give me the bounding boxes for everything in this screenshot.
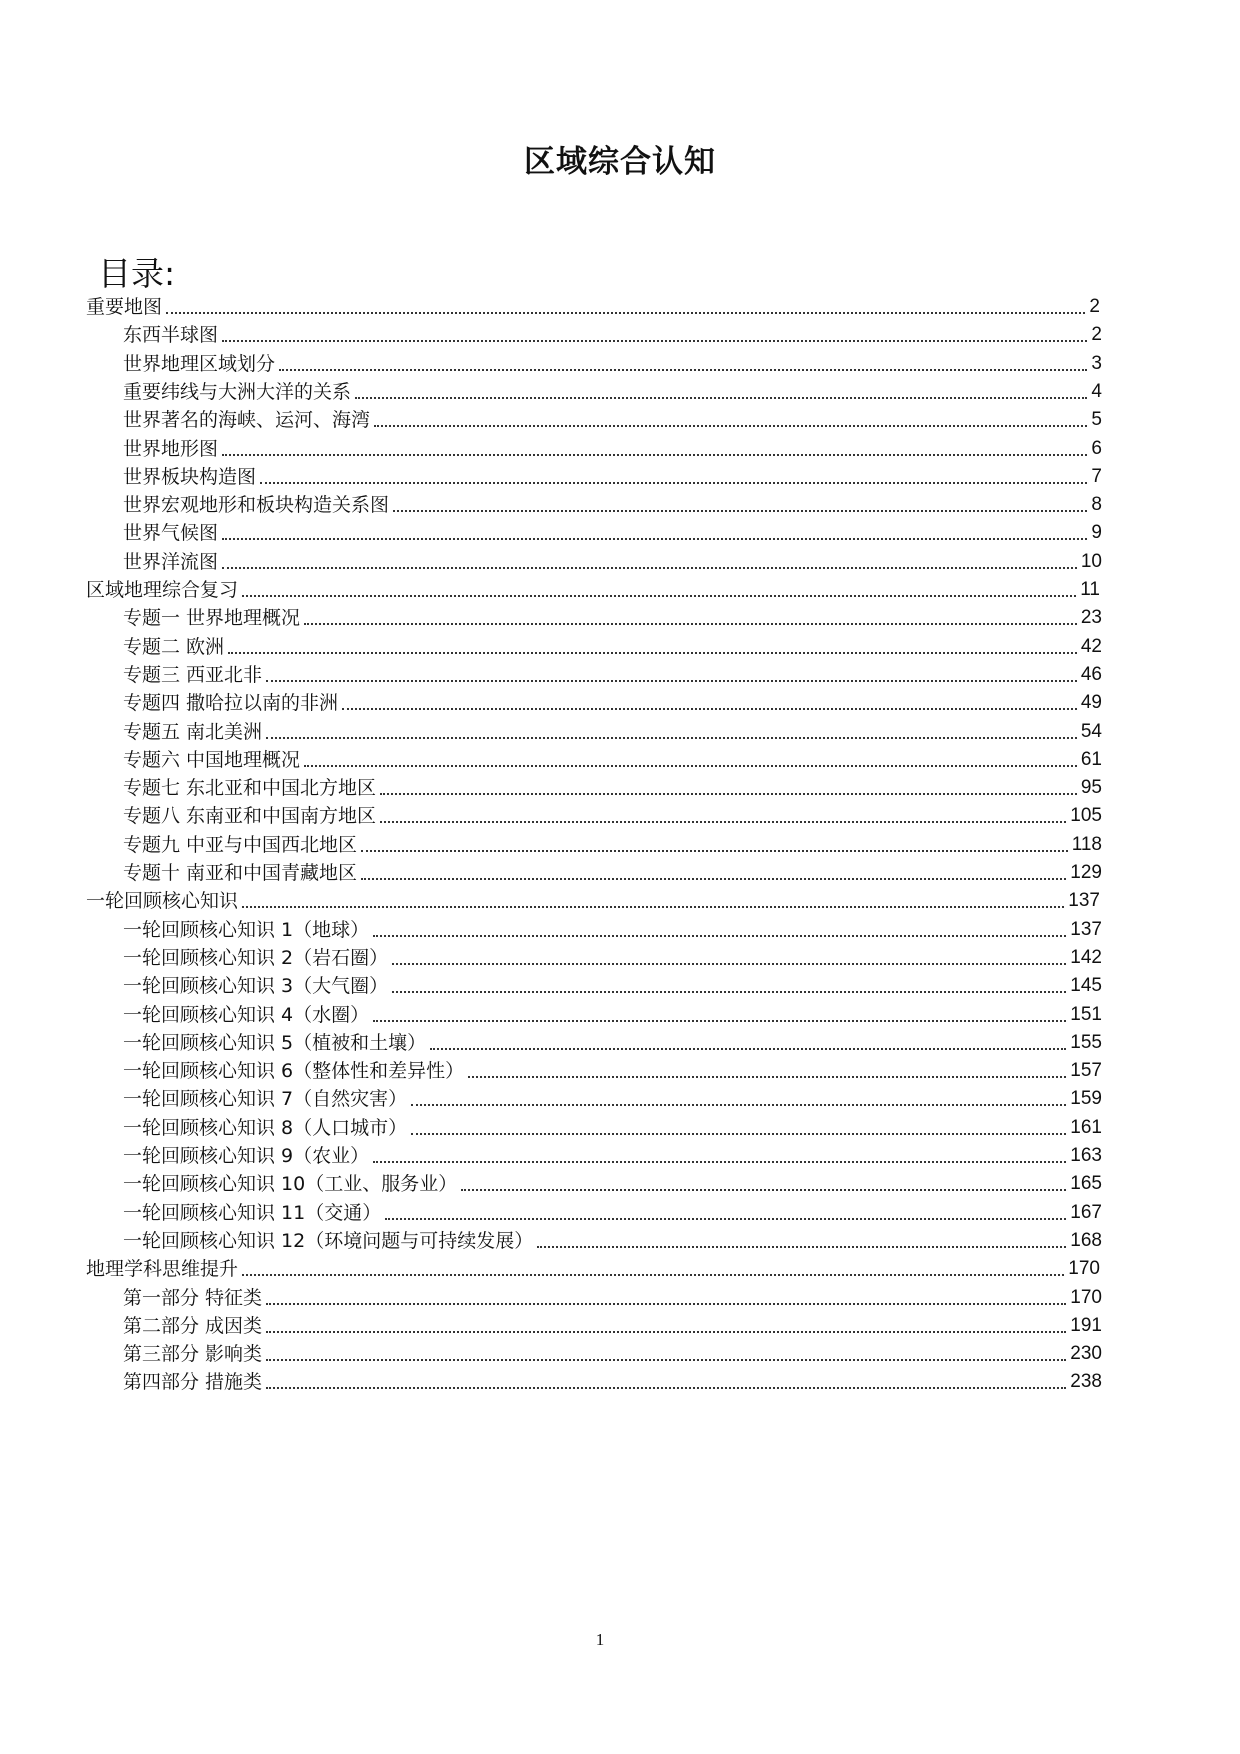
dot-leader [361, 878, 1066, 880]
toc-entry-label: 专题一 世界地理概况 [123, 607, 301, 630]
toc-entry[interactable] [123, 1228, 1102, 1254]
toc-entry[interactable] [123, 1143, 1102, 1169]
dot-leader [304, 765, 1077, 767]
toc-entry-label: 专题四 撒哈拉以南的非洲 [123, 692, 339, 715]
dot-leader [228, 652, 1077, 654]
dot-leader [373, 935, 1066, 937]
dot-leader [222, 538, 1087, 540]
toc-entry[interactable] [123, 322, 1102, 348]
dot-leader [374, 425, 1087, 427]
dot-leader [266, 1303, 1066, 1305]
dot-leader [355, 397, 1087, 399]
toc-entry-page: 7 [1091, 465, 1102, 487]
toc-entry[interactable] [123, 1341, 1102, 1367]
toc-entry-label: 世界地形图 [123, 437, 219, 460]
toc-entry-page: 168 [1070, 1229, 1102, 1251]
toc-entry-label: 第二部分 成因类 [123, 1314, 263, 1337]
toc-entry[interactable] [123, 1030, 1102, 1056]
dot-leader [373, 1020, 1066, 1022]
toc-entry-label: 第四部分 措施类 [123, 1371, 263, 1394]
dot-leader [242, 595, 1076, 597]
dot-leader [411, 1104, 1066, 1106]
dot-leader [468, 1076, 1066, 1078]
toc-entry-page: 9 [1091, 522, 1102, 544]
toc-entry-page: 230 [1070, 1343, 1102, 1365]
toc-entry-label: 专题七 东北亚和中国北方地区 [123, 777, 377, 800]
toc-entry[interactable] [123, 719, 1102, 745]
toc-entry-page: 137 [1070, 918, 1102, 940]
toc-entry-page: 161 [1070, 1116, 1102, 1138]
toc-entry-page: 165 [1070, 1173, 1102, 1195]
dot-leader [266, 737, 1077, 739]
toc-entry-page: 191 [1070, 1314, 1102, 1336]
page-number: 1 [595, 1630, 605, 1649]
toc-entry-label: 世界著名的海峡、运河、海湾 [123, 409, 371, 432]
toc-entry-page: 129 [1070, 862, 1102, 883]
dot-leader [266, 1359, 1066, 1361]
toc-entry-label: 第三部分 影响类 [123, 1343, 263, 1366]
toc-entry[interactable] [123, 464, 1102, 490]
toc-entry-label: 一轮回顾核心知识 10（工业、服务业） [123, 1173, 458, 1196]
toc-entry-page: 11 [1080, 579, 1100, 600]
toc-entry-page: 10 [1080, 550, 1102, 572]
toc-entry[interactable] [123, 803, 1102, 829]
dot-leader [392, 991, 1066, 993]
toc-entry-label: 专题二 欧洲 [123, 635, 225, 658]
document-title: 区域综合认知 [524, 144, 716, 180]
toc-entry[interactable] [123, 747, 1102, 773]
toc-entry-page: 8 [1091, 494, 1102, 516]
toc-entry-page: 137 [1068, 890, 1100, 912]
toc-entry[interactable] [123, 492, 1102, 518]
toc-entry-page: 2 [1089, 296, 1100, 317]
toc-entry-page: 159 [1070, 1088, 1102, 1110]
toc-section[interactable] [86, 888, 1100, 914]
dot-leader [166, 312, 1085, 314]
toc-entry-label: 地理学科思维提升 [86, 1258, 239, 1281]
toc-entry-label: 专题九 中亚与中国西北地区 [123, 833, 358, 856]
toc-entry[interactable] [123, 520, 1102, 546]
dot-leader [222, 454, 1087, 456]
toc-entry-page: 61 [1080, 748, 1102, 770]
toc-entry-label: 世界宏观地形和板块构造关系图 [123, 494, 390, 517]
toc-entry[interactable] [123, 662, 1102, 688]
toc-entry-label: 一轮回顾核心知识 3（大气圈） [123, 975, 389, 998]
dot-leader [279, 369, 1087, 371]
toc-entry-label: 专题八 东南亚和中国南方地区 [123, 805, 377, 828]
toc-entry-label: 东西半球图 [123, 324, 219, 347]
toc-entry[interactable] [123, 945, 1102, 971]
toc-entry-page: 3 [1091, 352, 1102, 374]
toc-entry[interactable] [123, 1115, 1102, 1141]
toc-entry-page: 95 [1080, 777, 1102, 799]
toc-entry[interactable] [123, 1086, 1102, 1112]
toc-entry[interactable] [123, 690, 1102, 716]
toc-entry-label: 世界洋流图 [123, 550, 219, 573]
toc-entry[interactable] [123, 1058, 1102, 1084]
dot-leader [266, 680, 1077, 682]
toc-entry-page: 167 [1070, 1201, 1102, 1223]
dot-leader [461, 1189, 1066, 1191]
toc-entry-page: 118 [1071, 833, 1102, 855]
toc-entry[interactable] [123, 832, 1102, 858]
toc-entry-page: 155 [1070, 1031, 1102, 1053]
toc-section[interactable] [86, 577, 1100, 603]
toc-entry-label: 一轮回顾核心知识 7（自然灾害） [123, 1088, 408, 1111]
toc-entry-label: 重要纬线与大洲大洋的关系 [123, 380, 352, 403]
toc-entry-page: 49 [1080, 692, 1102, 714]
dot-leader [393, 510, 1087, 512]
dot-leader [266, 1331, 1066, 1333]
dot-leader [222, 340, 1087, 342]
toc-entry[interactable] [123, 549, 1102, 575]
toc-section[interactable] [86, 294, 1100, 320]
toc-entry-label: 一轮回顾核心知识 2（岩石圈） [123, 946, 389, 969]
dot-leader [380, 793, 1077, 795]
dot-leader [411, 1133, 1066, 1135]
toc-entry-page: 163 [1070, 1145, 1102, 1166]
toc-entry-label: 一轮回顾核心知识 6（整体性和差异性） [123, 1060, 465, 1083]
toc-entry-page: 145 [1070, 975, 1102, 997]
toc-entry-label: 一轮回顾核心知识 1（地球） [123, 918, 370, 941]
toc-entry-label: 世界板块构造图 [123, 465, 257, 488]
toc-entry[interactable] [123, 407, 1102, 433]
dot-leader [266, 1387, 1066, 1389]
dot-leader [361, 850, 1068, 852]
toc-entry[interactable] [123, 1200, 1102, 1226]
toc-entry-page: 151 [1070, 1003, 1102, 1025]
toc-entry[interactable] [123, 436, 1102, 462]
toc-entry-page: 2 [1091, 324, 1102, 346]
toc-entry-page: 157 [1070, 1060, 1102, 1082]
toc-entry-label: 一轮回顾核心知识 4（水圈） [123, 1003, 370, 1026]
toc-entry-label: 世界气候图 [123, 522, 219, 545]
dot-leader [304, 623, 1077, 625]
dot-leader [260, 482, 1087, 484]
toc-entry[interactable] [123, 605, 1102, 631]
toc-entry-page: 23 [1080, 607, 1102, 629]
toc-entry-label: 一轮回顾核心知识 11（交通） [123, 1201, 382, 1224]
toc-entry-label: 专题六 中国地理概况 [123, 748, 301, 771]
toc-entry[interactable] [123, 1002, 1102, 1028]
toc-entry-label: 一轮回顾核心知识 [86, 890, 239, 913]
dot-leader [537, 1246, 1066, 1248]
toc-entry-page: 5 [1091, 409, 1102, 431]
toc-entry[interactable] [123, 351, 1102, 377]
dot-leader [373, 1161, 1066, 1163]
toc-entry-page: 105 [1070, 805, 1102, 827]
toc-entry[interactable] [123, 1313, 1102, 1339]
toc-entry-label: 专题五 南北美洲 [123, 720, 263, 743]
toc-entry-label: 重要地图 [86, 296, 163, 318]
dot-leader [380, 821, 1066, 823]
toc-entry-page: 238 [1070, 1371, 1102, 1393]
toc-entry-page: 4 [1091, 380, 1102, 402]
toc-entry[interactable] [123, 1171, 1102, 1197]
toc-entry-page: 42 [1080, 635, 1102, 657]
dot-leader [430, 1048, 1066, 1050]
toc-entry[interactable] [123, 775, 1102, 801]
toc-entry-label: 专题三 西亚北非 [123, 663, 263, 686]
toc-entry[interactable] [123, 973, 1102, 999]
toc-section[interactable] [86, 1256, 1100, 1282]
dot-leader [392, 963, 1066, 965]
toc-entry-label: 区域地理综合复习 [86, 579, 239, 601]
dot-leader [342, 708, 1077, 710]
toc-heading: 目录: [98, 254, 176, 293]
toc-entry[interactable] [123, 860, 1102, 886]
toc-entry-label: 世界地理区域划分 [123, 352, 276, 375]
dot-leader [242, 906, 1064, 908]
toc-entry-page: 170 [1068, 1258, 1100, 1280]
toc-entry-label: 一轮回顾核心知识 8（人口城市） [123, 1116, 408, 1139]
toc-entry-page: 142 [1070, 946, 1102, 968]
toc-entry[interactable] [123, 379, 1102, 405]
toc-entry[interactable] [123, 917, 1102, 943]
toc-entry-label: 一轮回顾核心知识 5（植被和土壤） [123, 1031, 427, 1054]
toc-entry-page: 54 [1080, 720, 1102, 742]
dot-leader [222, 567, 1077, 569]
dot-leader [242, 1274, 1064, 1276]
toc-entry-page: 170 [1070, 1286, 1102, 1308]
toc-entry[interactable] [123, 1369, 1102, 1395]
toc-entry-page: 6 [1091, 437, 1102, 459]
toc-entry-label: 专题十 南亚和中国青藏地区 [123, 862, 358, 884]
toc-entry[interactable] [123, 634, 1102, 660]
dot-leader [385, 1218, 1066, 1220]
toc-entry-label: 一轮回顾核心知识 9（农业） [123, 1145, 370, 1167]
toc-entry[interactable] [123, 1285, 1102, 1311]
toc-entry-label: 一轮回顾核心知识 12（环境问题与可持续发展） [123, 1229, 534, 1252]
toc-entry-page: 46 [1080, 663, 1102, 685]
toc-entry-label: 第一部分 特征类 [123, 1286, 263, 1309]
